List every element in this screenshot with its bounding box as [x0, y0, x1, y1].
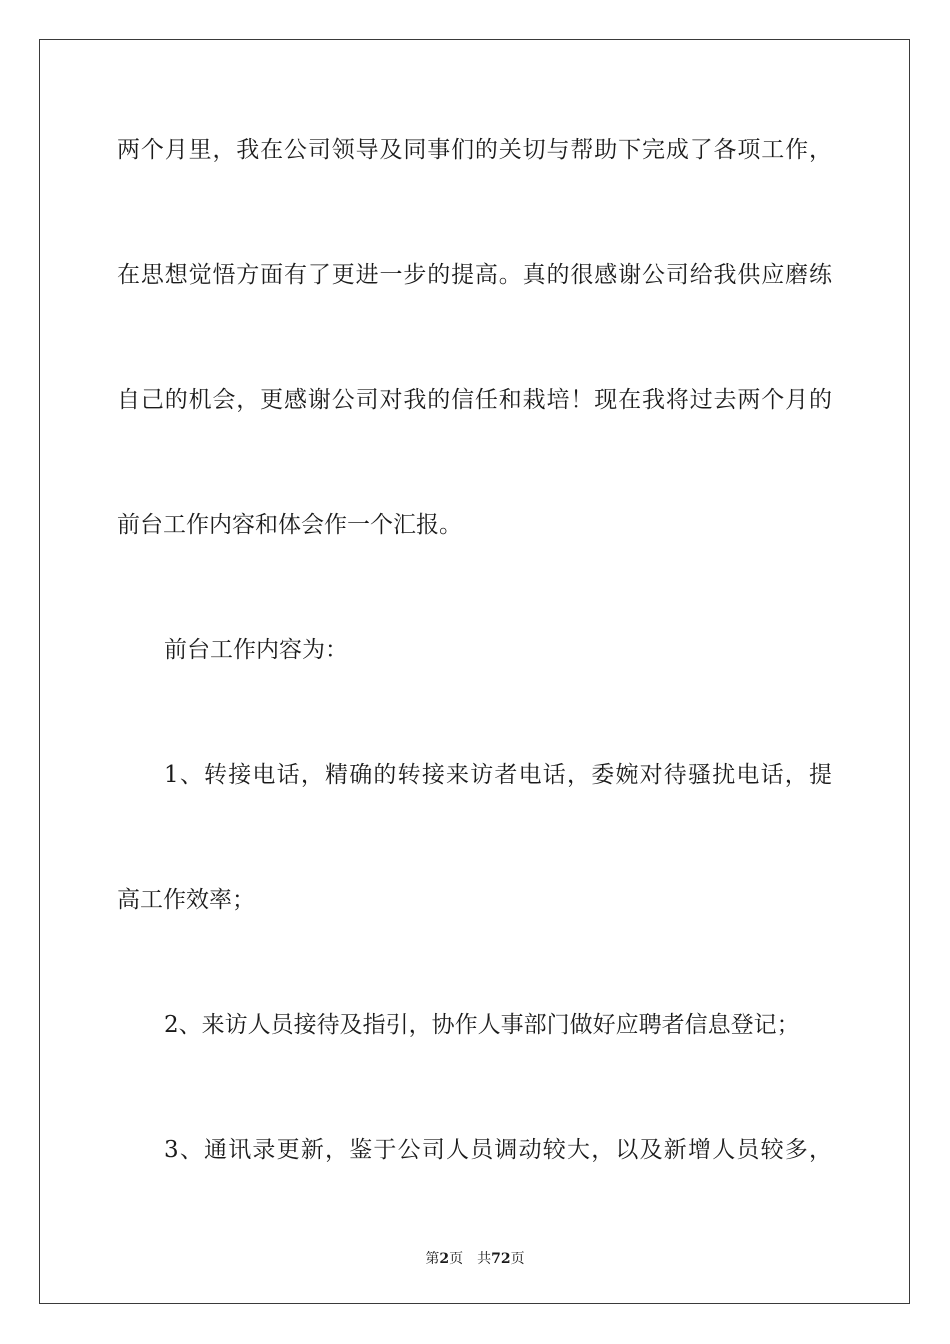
page-footer: [0, 1248, 950, 1268]
total-prefix: 共: [477, 1251, 492, 1267]
page-prefix: 第: [425, 1251, 440, 1267]
body-line-3: 自己的机会，更感谢公司对我的信任和栽培！现在我将过去两个月的: [117, 387, 832, 413]
body-line-2: 在思想觉悟方面有了更进一步的提高。真的很感谢公司给我供应磨练: [117, 262, 832, 288]
page-suffix: 页: [449, 1251, 464, 1267]
section-heading: 前台工作内容为：: [164, 637, 348, 663]
body-line-1: 两个月里，我在公司领导及同事们的关切与帮助下完成了各项工作，: [117, 137, 832, 163]
total-suffix: 页: [510, 1251, 525, 1267]
body-line-4: 前台工作内容和体会作一个汇报。: [117, 512, 462, 538]
list-item-1: 1、转接电话，精确的转接来访者电话，委婉对待骚扰电话，提: [164, 762, 832, 788]
list-item-2: 2、来访人员接待及指引，协作人事部门做好应聘者信息登记；: [164, 1012, 800, 1038]
total-pages: 72: [491, 1251, 511, 1267]
page-frame: [39, 39, 910, 1304]
list-item-1-continued: 高工作效率；: [117, 887, 255, 913]
list-item-3: 3、通讯录更新，鉴于公司人员调动较大，以及新增人员较多，: [164, 1137, 832, 1163]
page-number: 2: [439, 1251, 450, 1267]
